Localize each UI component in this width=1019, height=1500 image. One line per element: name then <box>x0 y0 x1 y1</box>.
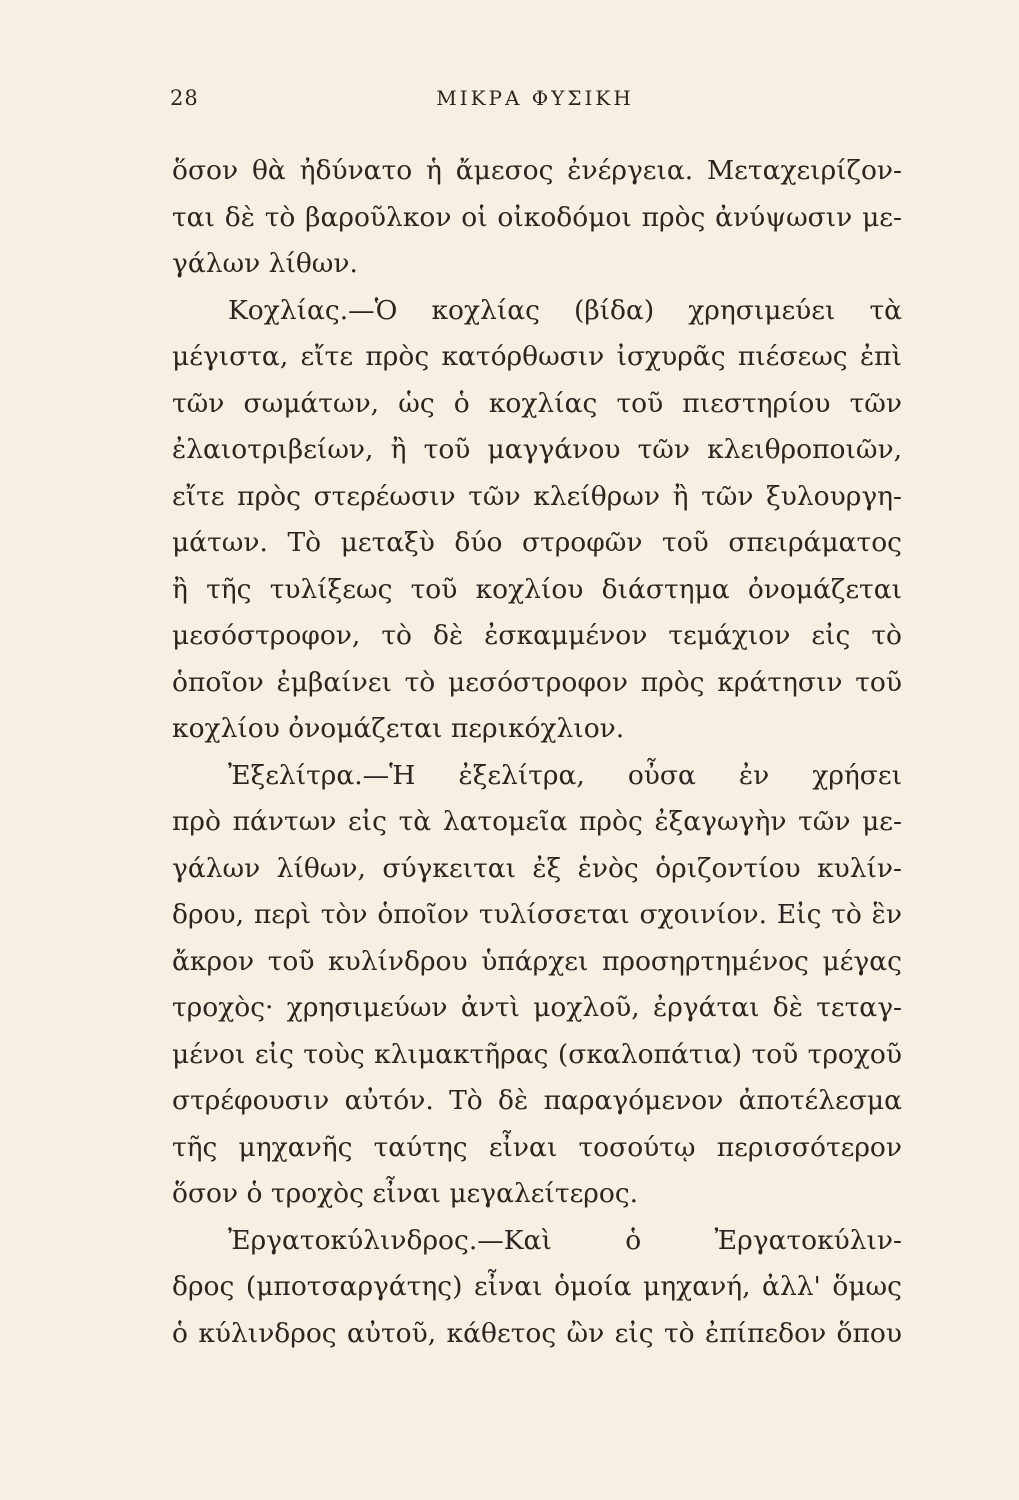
running-title: ΜΙΚΡΑ ΦΥΣΙΚΗ <box>436 86 634 110</box>
text-line: ἄκρον τοῦ κυλίνδρου ὑπάρχει προσηρτημένος μέγας <box>172 945 902 977</box>
text-line: τροχὸς· χρησιμεύων ἀντὶ μοχλοῦ, ἐργάται δὲ τεταγ- <box>172 992 902 1023</box>
text-line: στρέφουσιν αὐτόν. Τὸ δὲ παραγόμενον ἀποτέλεσμα <box>172 1085 902 1116</box>
text-line: μένοι εἰς τοὺς κλιμακτῆρας (σκαλοπάτια) τοῦ τροχοῦ <box>172 1038 902 1070</box>
text-line: ὅσον θὰ ἠδύνατο ἡ ἄμεσος ἐνέργεια. Μεταχειρίζον- <box>172 155 902 186</box>
text-line: ἐλαιοτριβείων, ἢ τοῦ μαγγάνου τῶν κλειθροποιῶν, <box>172 434 902 465</box>
text-line: κοχλίου ὀνομάζεται περικόχλιον. <box>172 713 625 744</box>
page-header <box>170 86 900 116</box>
page-number: 28 <box>170 86 199 110</box>
text-line: τῶν σωμάτων, ὡς ὁ κοχλίας τοῦ πιεστηρίου τῶν <box>172 387 902 419</box>
text-line: ται δὲ τὸ βαροῦλκον οἱ οἰκοδόμοι πρὸς ἀνύψωσιν με- <box>172 201 902 233</box>
text-line: ὁ κύλινδρος αὐτοῦ, κάθετος ὢν εἰς τὸ ἐπίπεδον ὅπου <box>172 1317 902 1349</box>
text-line: εἴτε πρὸς στερέωσιν τῶν κλείθρων ἢ τῶν ξυλουργη- <box>172 480 902 512</box>
section-heading-line: Ἐργατοκύλινδρος.—Καὶ ὁ Ἐργατοκύλιν- <box>228 1224 902 1256</box>
text-line: ὁποῖον ἐμβαίνει τὸ μεσόστροφον πρὸς κράτησιν τοῦ <box>172 666 902 698</box>
section-heading-line: Ἐξελίτρα.—Ἡ ἐξελίτρα, οὖσα ἐν χρήσει <box>228 759 902 791</box>
text-line: γάλων λίθων. <box>172 248 358 279</box>
text-line: μάτων. Τὸ μεταξὺ δύο στροφῶν τοῦ σπειράματος <box>172 527 902 558</box>
text-line: μέγιστα, εἴτε πρὸς κατόρθωσιν ἰσχυρᾶς πιέσεως ἐπὶ <box>172 341 902 372</box>
text-line: μεσόστροφον, τὸ δὲ ἐσκαμμένον τεμάχιον εἰς τὸ <box>172 620 902 651</box>
text-line: τῆς μηχανῆς ταύτης εἶναι τοσούτῳ περισσότερον <box>172 1131 902 1163</box>
text-line: πρὸ πάντων εἰς τὰ λατομεῖα πρὸς ἐξαγωγὴν τῶν με- <box>172 806 902 837</box>
text-line: ἢ τῆς τυλίξεως τοῦ κοχλίου διάστημα ὀνομάζεται <box>172 573 902 605</box>
text-line: γάλων λίθων, σύγκειται ἐξ ἑνὸς ὁριζοντίου κυλίν- <box>172 852 902 884</box>
section-heading-line: Κοχλίας.—Ὁ κοχλίας (βίδα) χρησιμεύει τὰ <box>228 294 902 326</box>
body-text <box>172 148 902 1357</box>
text-line: ὅσον ὁ τροχὸς εἶναι μεγαλείτερος. <box>172 1178 639 1209</box>
text-line: δρου, περὶ τὸν ὁποῖον τυλίσσεται σχοινίον. Εἰς τὸ ἓν <box>172 899 902 930</box>
text-line: δρος (μποτσαργάτης) εἶναι ὁμοία μηχανή, ἀλλ' ὅμως <box>172 1271 902 1302</box>
